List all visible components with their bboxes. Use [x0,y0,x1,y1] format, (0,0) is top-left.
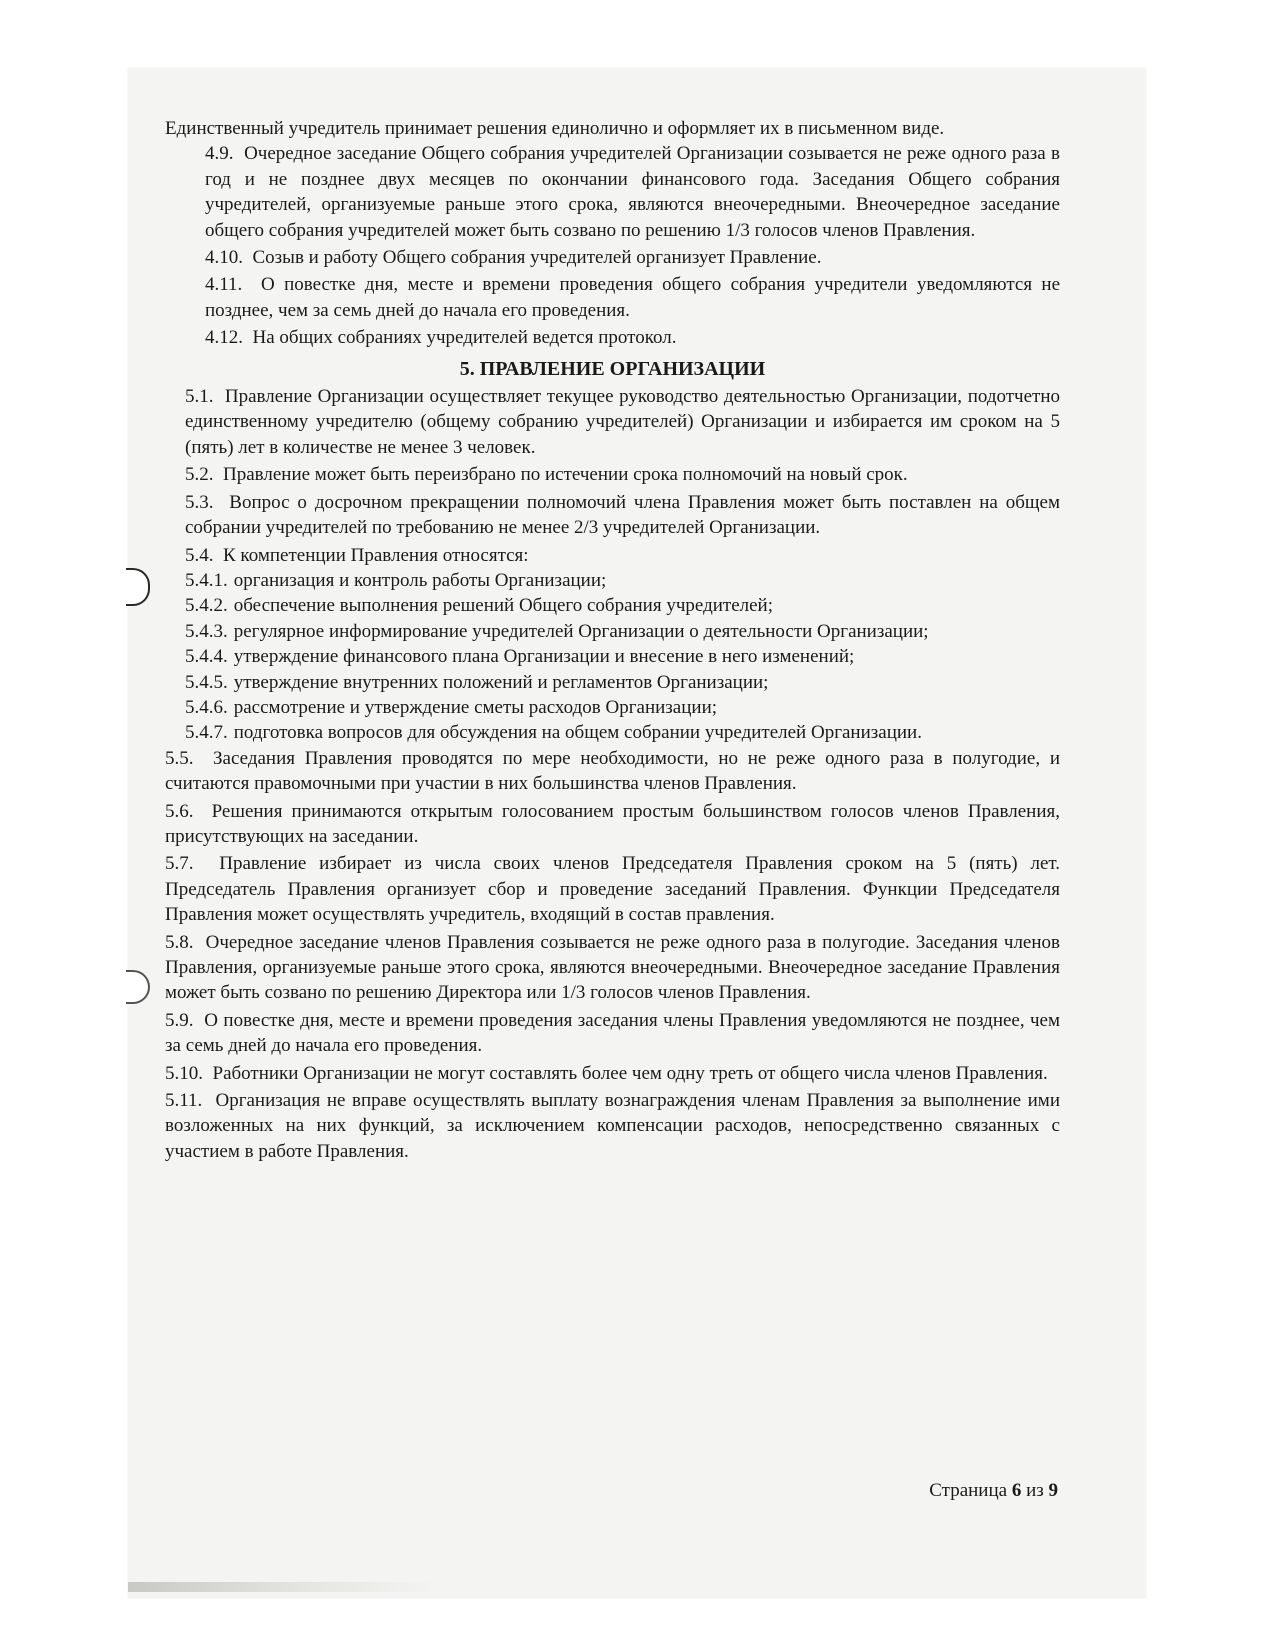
list-item-number: 5.4.7. [185,722,228,744]
clause-paragraph [165,1061,1060,1086]
list-item [165,670,1060,695]
section-5-list-a [165,384,1060,568]
clause-paragraph [165,272,1060,323]
document-body [165,116,1060,1164]
clause-number: 5.5. [165,747,194,769]
list-item-number: 5.4.1. [185,569,228,591]
clause-number: 4.10. [205,247,243,269]
list-item-text: регулярное информирование учредителей Организации о деятельности Организации; [233,620,929,642]
clause-text: Очередное заседание членов Правления созывается не реже одного раза в полугодие. Заседания членов Правления, организуемые раньше этого срока, являются внеочередными. Внеочередное заседание Правления может быть созвано по решению Директора или 1/3 голосов членов Правления. [165,931,1061,1004]
clause-paragraph [165,851,1060,927]
clause-number: 5.1. [185,386,214,408]
clause-number: 5.7. [165,853,194,875]
list-item-text: утверждение внутренних положений и регламентов Организации; [233,671,769,693]
list-item [165,720,1060,745]
list-item-number: 5.4.3. [185,620,228,642]
list-item [165,619,1060,644]
clause-number: 5.4. [185,544,214,566]
clause-text: О повестке дня, месте и времени проведения заседания члены Правления уведомляются не позднее, чем за семь дней до начала его проведения. [165,1009,1061,1057]
clause-text: Заседания Правления проводятся по мере необходимости, но не реже одного раза в полугодие, и считаются правомочными при участии в них большинства членов Правления. [165,747,1060,795]
list-item-number: 5.4.5. [185,671,228,693]
intro-paragraph: Единственный учредитель принимает решения единолично и оформляет их в письменном виде. [165,118,945,139]
clause-paragraph [165,245,1060,270]
list-item [165,695,1060,720]
clause-number: 5.10. [165,1062,203,1084]
clause-text: Созыв и работу Общего собрания учредителей организует Правление. [252,247,822,269]
clause-text: Правление может быть переизбрано по истечении срока полномочий на новый срок. [223,464,908,486]
clause-text: На общих собраниях учредителей ведется протокол. [252,327,677,349]
page-label: Страница [929,1480,1008,1501]
clause-text: О повестке дня, месте и времени проведения общего собрания учредители уведомляются не позднее, чем за семь дней до начала его проведения. [205,274,1061,321]
clause-number: 4.9. [205,143,234,165]
clause-number: 5.9. [165,1009,194,1031]
clause-paragraph [165,141,1060,243]
page-number [929,1480,1058,1502]
clause-paragraph [165,1008,1060,1059]
section-5-4-sublist [165,568,1060,746]
clause-text: Очередное заседание Общего собрания учредителей Организации созывается не реже одного раза в год и не позднее двух месяцев по окончании финансового года. Заседания Общего собрания учредителей, организуемые раньше этого срока, являются внеочередными. Внеочередное заседание общего собрания учредителей может быть созвано по решению 1/3 голосов членов Правления. [205,143,1060,241]
clause-text: Работники Организации не могут составлять более чем одну треть от общего числа членов Правления. [212,1062,1048,1084]
clause-paragraph [165,490,1060,541]
list-item-number: 5.4.4. [185,646,228,668]
page-total: 9 [1048,1480,1058,1501]
page-edge-shadow [128,1582,438,1592]
page-separator: из [1026,1480,1044,1501]
section-4-list [165,141,1060,350]
clause-number: 5.2. [185,464,214,486]
clause-number: 5.6. [165,800,194,822]
list-item-text: обеспечение выполнения решений Общего собрания учредителей; [233,595,774,617]
clause-paragraph [165,1088,1060,1164]
clause-paragraph [165,930,1060,1006]
clause-text: Решения принимаются открытым голосованием простым большинством голосов членов Правления, присутствующих на заседании. [165,800,1061,847]
section-5-list-b [165,746,1060,1165]
list-item-number: 5.4.2. [185,595,228,617]
clause-number: 5.11. [165,1090,203,1112]
list-item [165,568,1060,593]
clause-paragraph [165,462,1060,487]
clause-paragraph [165,325,1060,350]
list-item-number: 5.4.6. [185,696,228,718]
page-current: 6 [1011,1480,1022,1501]
clause-paragraph [165,799,1060,850]
clause-text: Вопрос о досрочном прекращении полномочий члена Правления может быть поставлен на общем собрании учредителей по требованию не менее 2/3 учредителей Организации. [185,491,1060,539]
clause-number: 5.3. [185,491,214,513]
clause-paragraph [165,543,1060,568]
clause-text: Правление избирает из числа своих членов Председателя Правления сроком на 5 (пять) лет. Председатель Правления организует сбор и проведение заседаний Правления. Функции Председателя Правления может осуществлять учредитель, входящий в состав правления. [165,853,1060,926]
list-item-text: рассмотрение и утверждение сметы расходов Организации; [233,696,718,718]
list-item-text: организация и контроль работы Организации; [233,569,607,591]
clause-number: 5.8. [165,931,194,953]
section-5-title: 5. ПРАВЛЕНИЕ ОРГАНИЗАЦИИ [459,357,766,380]
list-item-text: подготовка вопросов для обсуждения на общем собрании учредителей Организации. [233,722,922,744]
clause-number: 4.12. [205,327,243,349]
list-item [165,644,1060,669]
list-item-text: утверждение финансового плана Организации и внесение в него изменений; [233,646,855,668]
clause-text: Организация не вправе осуществлять выплату вознаграждения членам Правления за выполнение ими возложенных на них функций, за исключением компенсации расходов, непосредственно связанных с участием в работе Правления. [165,1090,1060,1162]
clause-text: К компетенции Правления относятся: [223,544,529,566]
list-item [165,593,1060,618]
clause-paragraph [165,746,1060,797]
clause-number: 4.11. [205,274,243,296]
clause-text: Правление Организации осуществляет текущее руководство деятельностью Организации, подотчетно единственному учредителю (общему собранию учредителей) Организации и избирается им сроком на 5 (пять) лет в количестве не менее 3 человек. [185,386,1061,458]
clause-paragraph [165,384,1060,460]
